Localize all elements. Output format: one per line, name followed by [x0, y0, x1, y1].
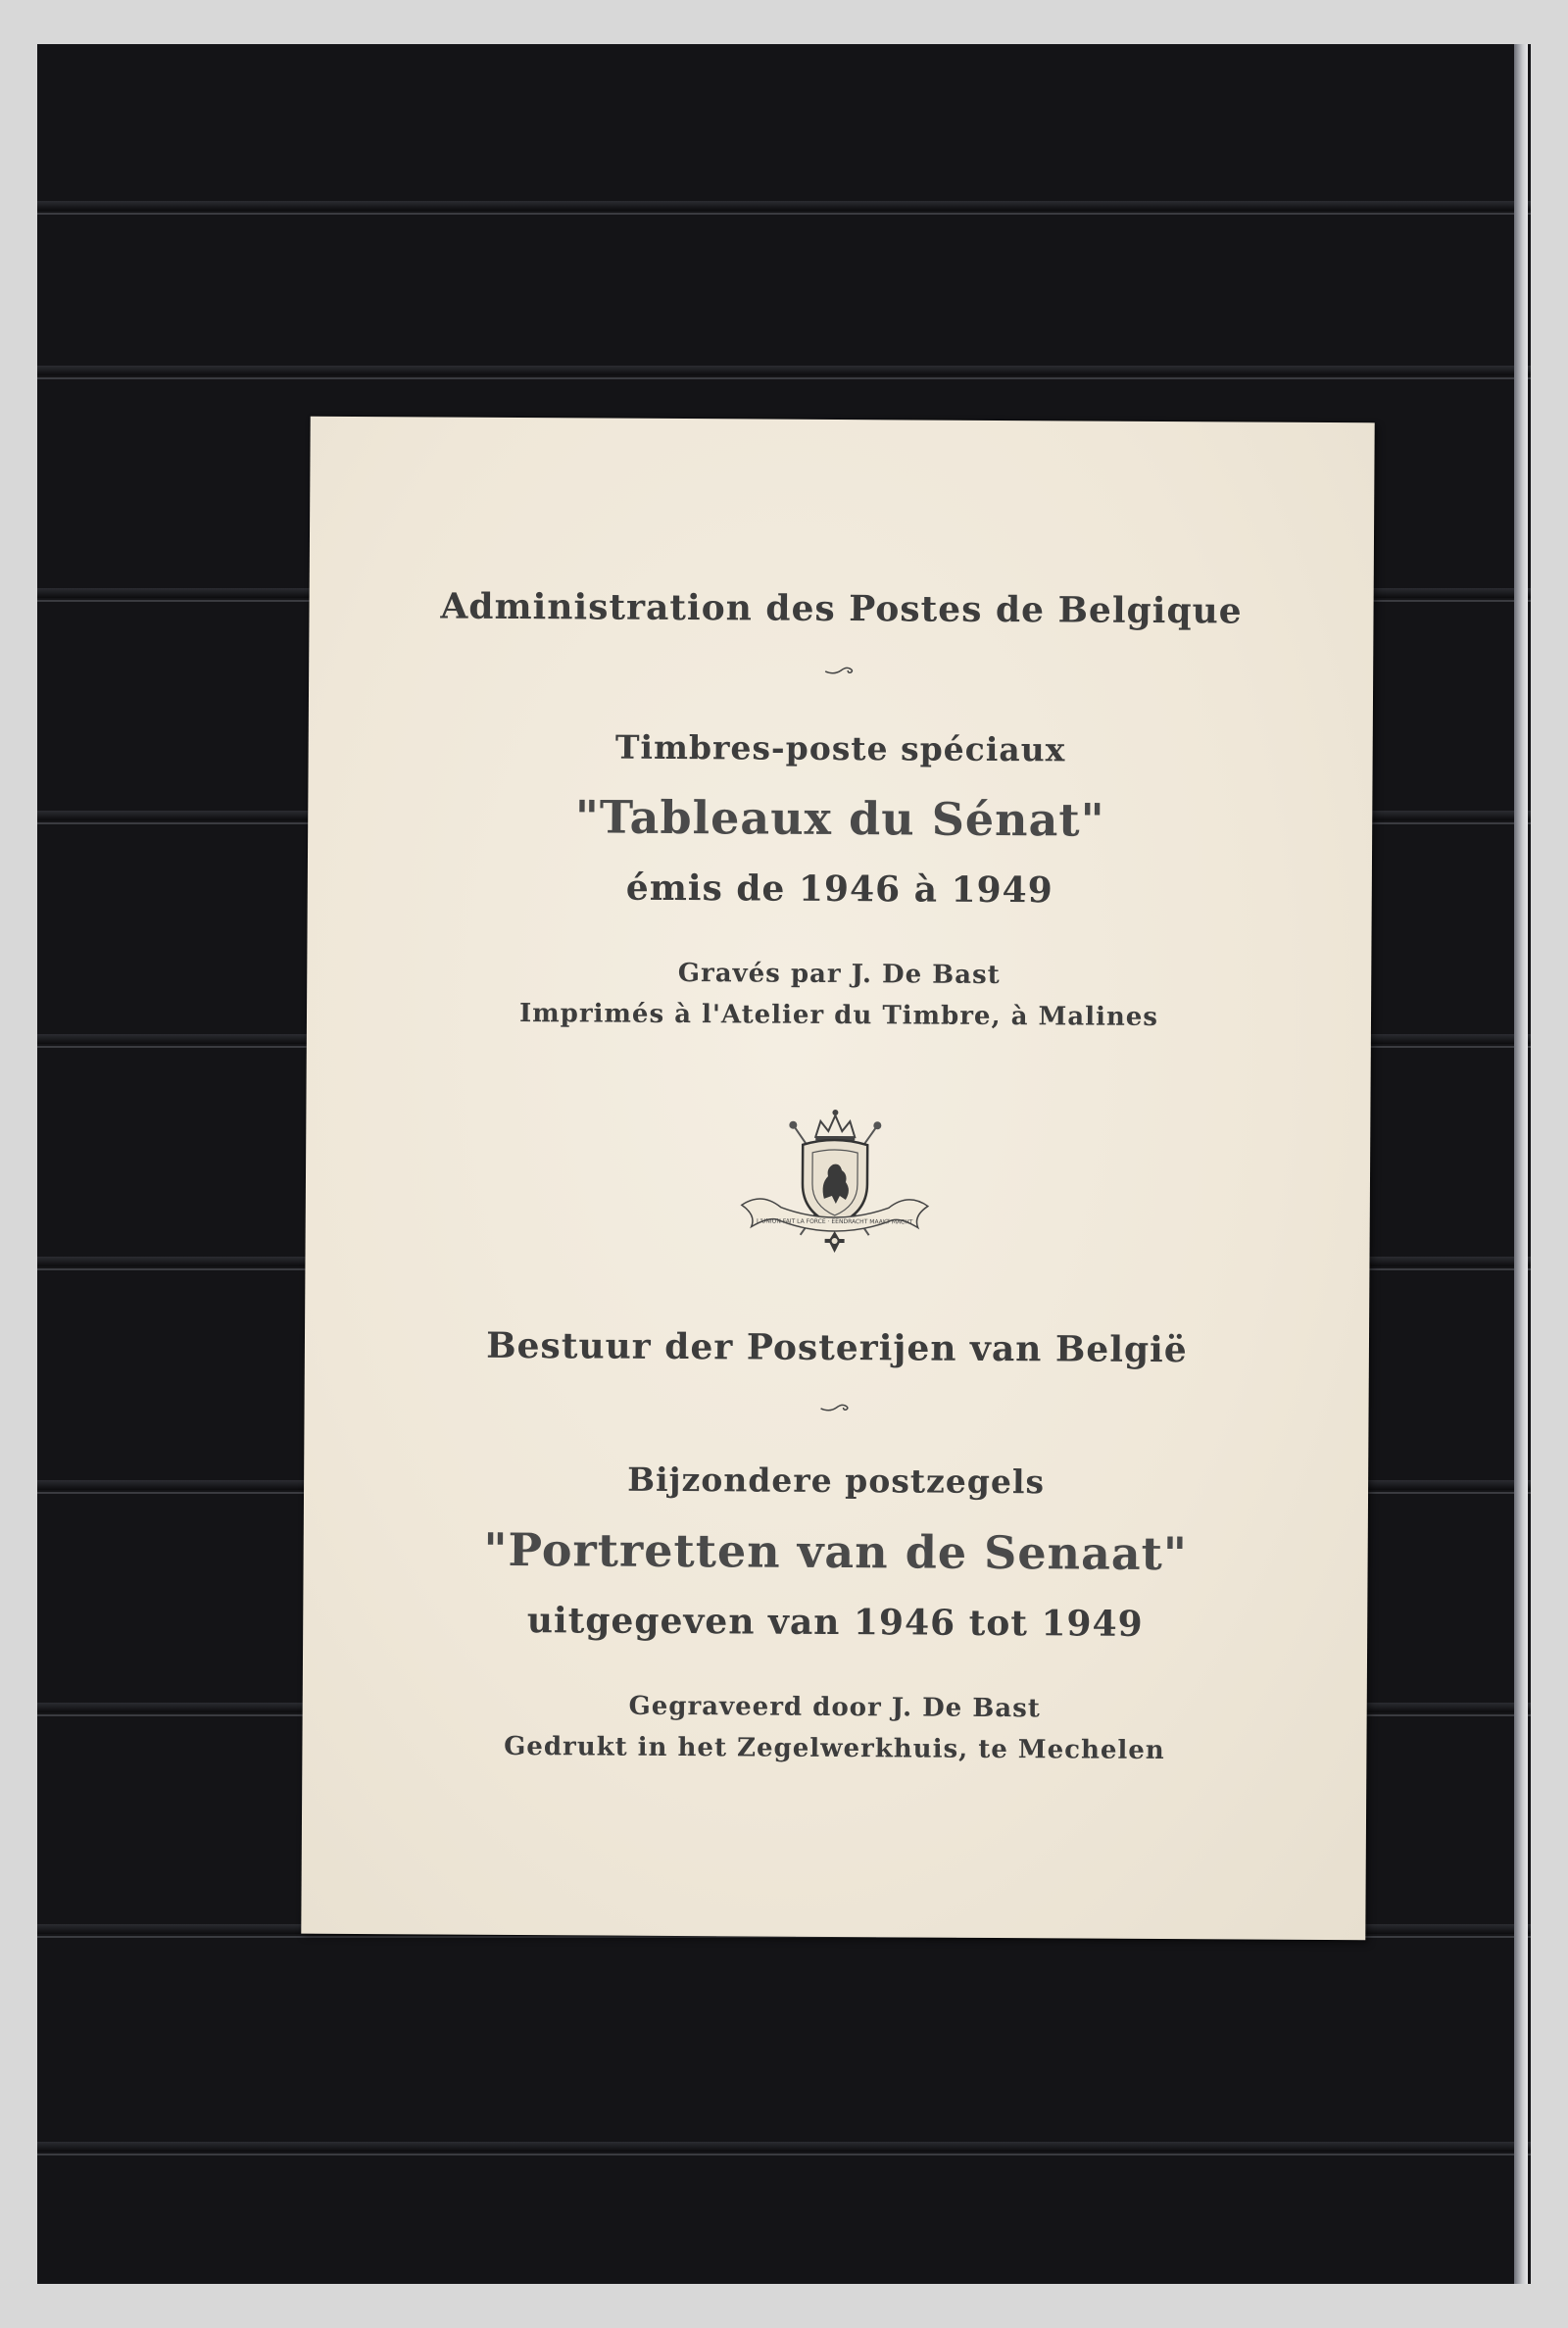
nl-dates: uitgegeven van 1946 tot 1949 [526, 1600, 1144, 1645]
nl-engraver: Gegraveerd door J. De Bast [628, 1691, 1041, 1724]
fr-engraver: Gravés par J. De Bast [677, 958, 1001, 991]
album-strip [37, 2142, 1531, 2152]
belgian-coat-of-arms-icon [721, 1105, 948, 1263]
commemorative-insert-card [301, 417, 1374, 1941]
flourish-icon [820, 1402, 854, 1413]
motto-text: L'UNION FAIT LA FORCE · EENDRACHT MAAKT MACHT [757, 1217, 913, 1226]
nl-title: "Portretten van de Senaat" [483, 1522, 1189, 1581]
album-strip [37, 366, 1531, 375]
album-strip [37, 201, 1531, 211]
fr-printer: Imprimés à l'Atelier du Timbre, à Malines [518, 999, 1159, 1032]
flourish-icon [824, 665, 858, 676]
fr-subtitle: Timbres-poste spéciaux [614, 727, 1066, 769]
album-strip-edge [37, 377, 1531, 379]
nl-subtitle: Bijzondere postzegels [627, 1460, 1046, 1502]
fr-title: "Tableaux du Sénat" [574, 790, 1105, 847]
nl-printer: Gedrukt in het Zegelwerkhuis, te Mechelen [504, 1731, 1165, 1766]
fr-dates: émis de 1946 à 1949 [625, 867, 1054, 912]
nl-header: Bestuur der Posterijen van België [486, 1324, 1188, 1371]
fr-header: Administration des Postes de Belgique [440, 585, 1243, 632]
album-strip-edge [37, 213, 1531, 215]
album-strip-edge [37, 2154, 1531, 2155]
page-edge [1514, 44, 1528, 2284]
